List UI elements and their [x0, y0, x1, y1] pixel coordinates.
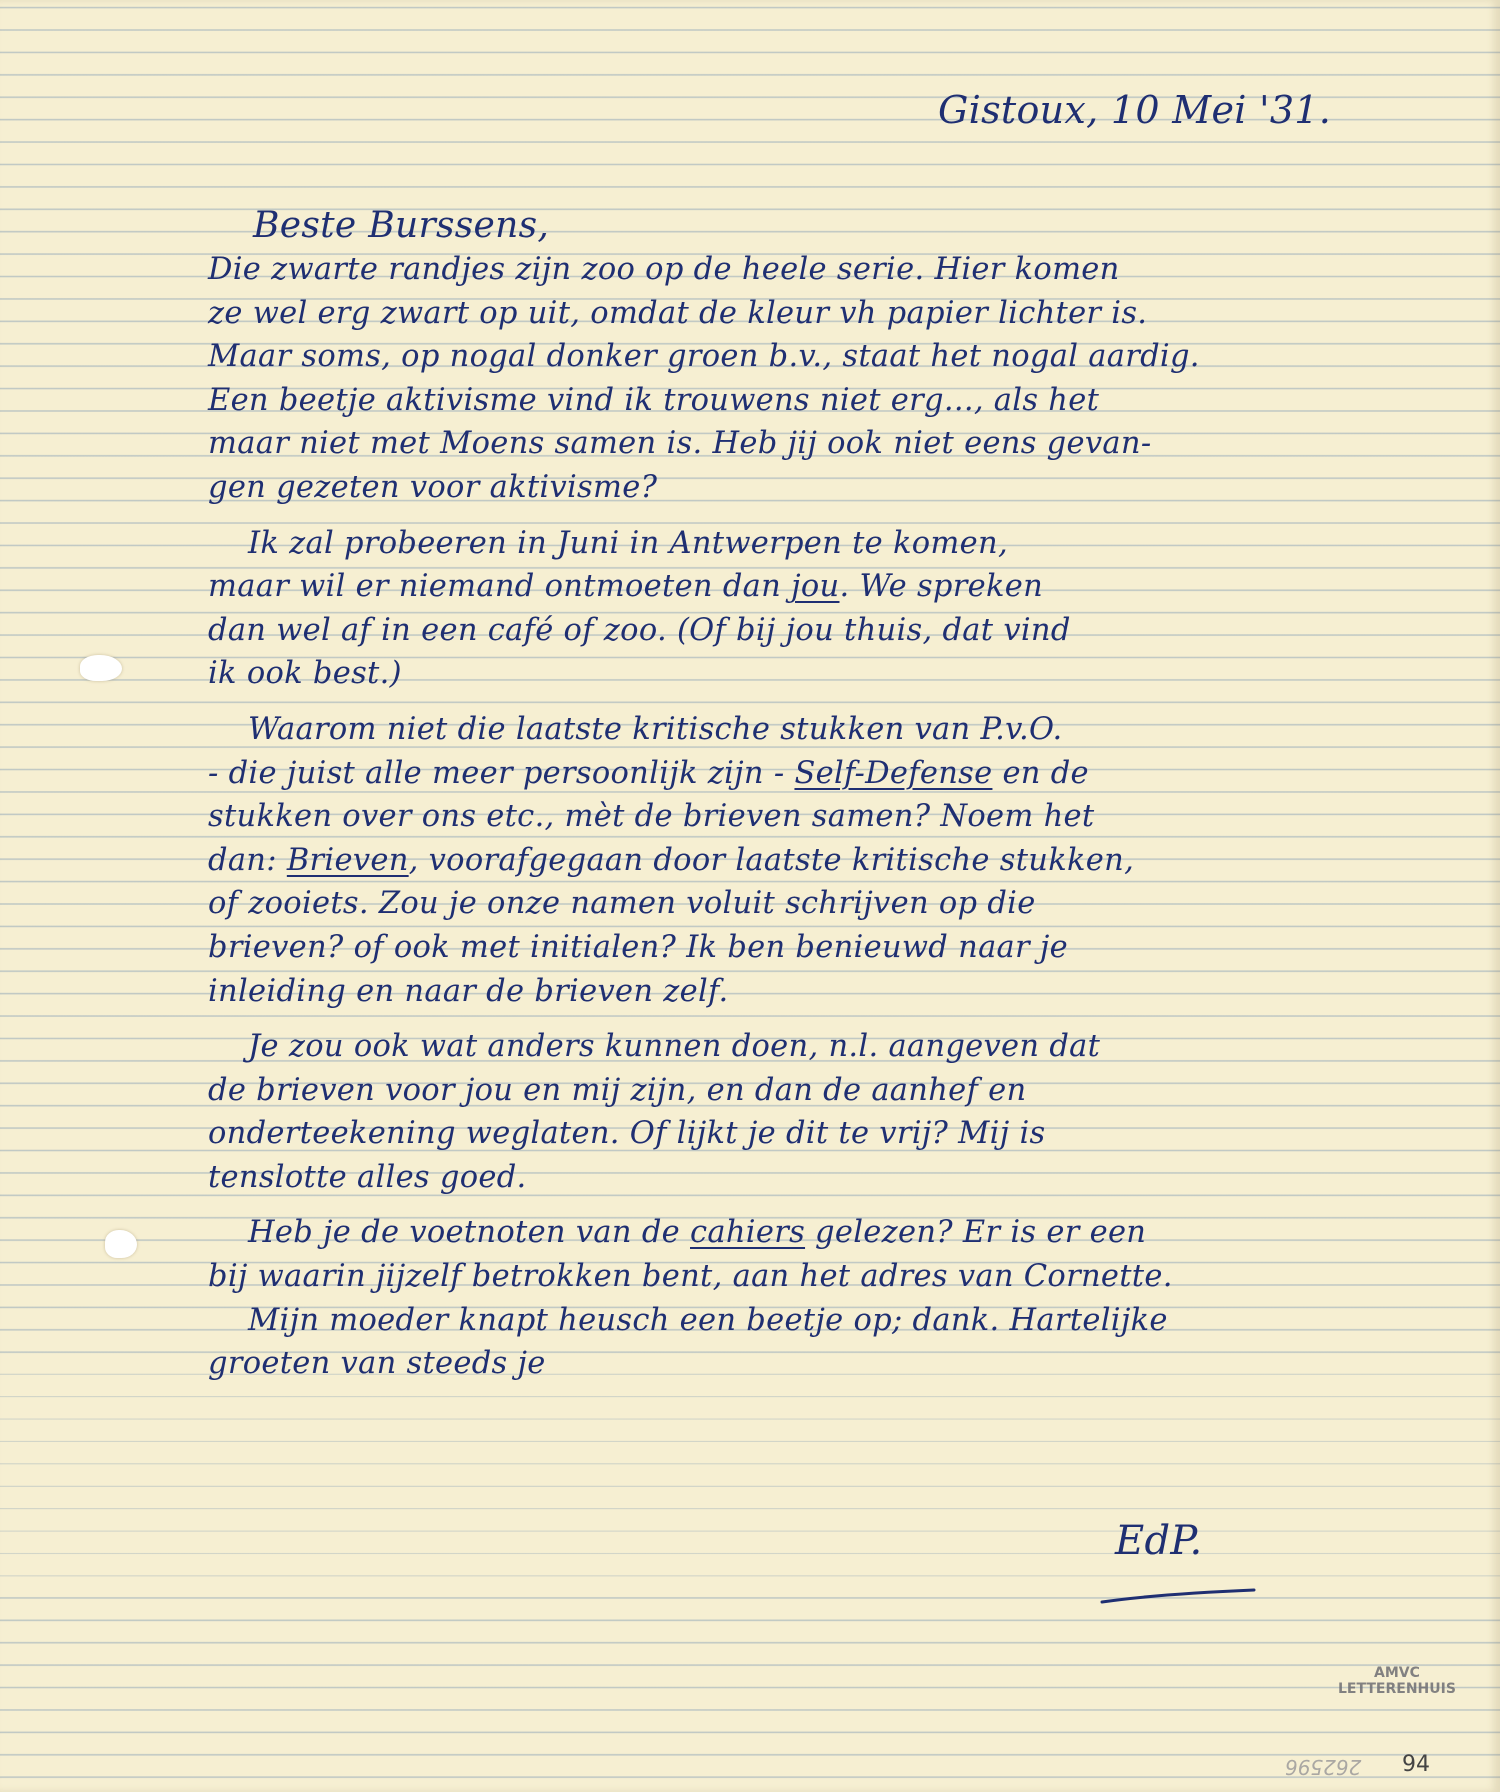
letter-line — [208, 1025, 1200, 1069]
line-text: Ik zal probeeren in Juni in Antwerpen te komen, — [208, 525, 1008, 561]
archive-number: 262596 — [1285, 1755, 1362, 1779]
letter-line — [208, 248, 1200, 292]
underlined-word: jou — [791, 569, 840, 605]
letter-line — [208, 466, 1200, 510]
paper-damage-hole — [105, 1230, 137, 1258]
letter-line — [208, 379, 1200, 423]
letter-line — [208, 335, 1200, 379]
paragraph-gap — [208, 1013, 1200, 1025]
line-text: of zooiets. Zou je onze namen voluit schrijven op die — [208, 886, 1036, 922]
letter-line — [208, 292, 1200, 336]
letter-line — [208, 422, 1200, 466]
line-text: Maar soms, op nogal donker groen b.v., staat het nogal aardig. — [208, 339, 1200, 375]
letter-line — [208, 1156, 1200, 1200]
letter-line — [208, 839, 1200, 883]
line-text: bij waarin jijzelf betrokken bent, aan het adres van Cornette. — [208, 1259, 1173, 1295]
line-text: groeten van steeds je — [208, 1346, 546, 1382]
line-text: Mijn moeder knapt heusch een beetje op; dank. Hartelijke — [208, 1302, 1168, 1338]
line-text: , voorafgegaan door laatste kritische stukken, — [408, 842, 1135, 878]
letter-line — [208, 708, 1200, 752]
archive-stamp — [1338, 1665, 1456, 1697]
letter-line — [208, 652, 1200, 696]
dateline: Gistoux, 10 Mei '31. — [938, 88, 1332, 132]
line-text: . We spreken — [839, 569, 1044, 605]
line-text: Heb je de voetnoten van de — [208, 1215, 690, 1251]
line-text: onderteekening weglaten. Of lijkt je dit te vrij? Mij is — [208, 1116, 1046, 1152]
line-text: gen gezeten voor aktivisme? — [208, 469, 658, 505]
letter-line — [208, 1342, 1200, 1386]
letter-body — [208, 248, 1200, 1386]
letter-line — [208, 970, 1200, 1014]
letter-line — [208, 1211, 1200, 1255]
paragraph-gap — [208, 510, 1200, 522]
stamp-line-1: AMVC — [1374, 1665, 1420, 1681]
line-text: - die juist alle meer persoonlijk zijn - — [208, 755, 795, 791]
stamp-line-2: LETTERENHUIS — [1338, 1681, 1456, 1697]
line-text: Een beetje aktivisme vind ik trouwens niet erg..., als het — [208, 382, 1100, 418]
paragraph-gap — [208, 696, 1200, 708]
salutation: Beste Burssens, — [253, 205, 550, 246]
line-text: stukken over ons etc., mèt de brieven samen? Noem het — [208, 799, 1095, 835]
line-text: en de — [992, 755, 1089, 791]
line-text: dan: — [208, 842, 287, 878]
line-text: ze wel erg zwart op uit, omdat de kleur vh papier lichter is. — [208, 295, 1148, 331]
line-text: Die zwarte randjes zijn zoo op de heele serie. Hier komen — [208, 252, 1120, 287]
line-text: brieven? of ook met initialen? Ik ben benieuwd naar je — [208, 929, 1069, 965]
line-text: dan wel af in een café of zoo. (Of bij jou thuis, dat vind — [208, 612, 1071, 648]
paragraph-gap — [208, 1199, 1200, 1211]
letter-line — [208, 882, 1200, 926]
signature-flourish — [1098, 1572, 1258, 1612]
letter-line — [208, 795, 1200, 839]
underlined-word: cahiers — [690, 1215, 806, 1251]
paper-damage-hole — [80, 655, 122, 681]
signature: EdP. — [1115, 1518, 1203, 1564]
underlined-word: Self-Defense — [794, 755, 993, 791]
line-text: Waarom niet die laatste kritische stukken van P.v.O. — [208, 711, 1063, 747]
letter-line — [208, 926, 1200, 970]
line-text: gelezen? Er is er een — [805, 1215, 1147, 1251]
line-text: de brieven voor jou en mij zijn, en dan de aanhef en — [208, 1072, 1027, 1108]
folio-number: 94 — [1402, 1752, 1430, 1777]
letter-line — [208, 609, 1200, 653]
letter-line — [208, 1069, 1200, 1113]
line-text: Je zou ook wat anders kunnen doen, n.l. aangeven dat — [208, 1029, 1101, 1065]
line-text: ik ook best.) — [208, 656, 402, 692]
letter-line — [208, 565, 1200, 609]
letter-line — [208, 1299, 1200, 1343]
underlined-word: Brieven — [286, 842, 409, 878]
letter-line — [208, 1255, 1200, 1299]
letter-line — [208, 522, 1200, 566]
line-text: inleiding en naar de brieven zelf. — [208, 973, 729, 1009]
line-text: maar wil er niemand ontmoeten dan — [208, 569, 792, 605]
line-text: maar niet met Moens samen is. Heb jij ook niet eens gevan- — [208, 426, 1152, 462]
line-text: tenslotte alles goed. — [208, 1159, 527, 1195]
letter-line — [208, 1112, 1200, 1156]
letter-line — [208, 752, 1200, 796]
